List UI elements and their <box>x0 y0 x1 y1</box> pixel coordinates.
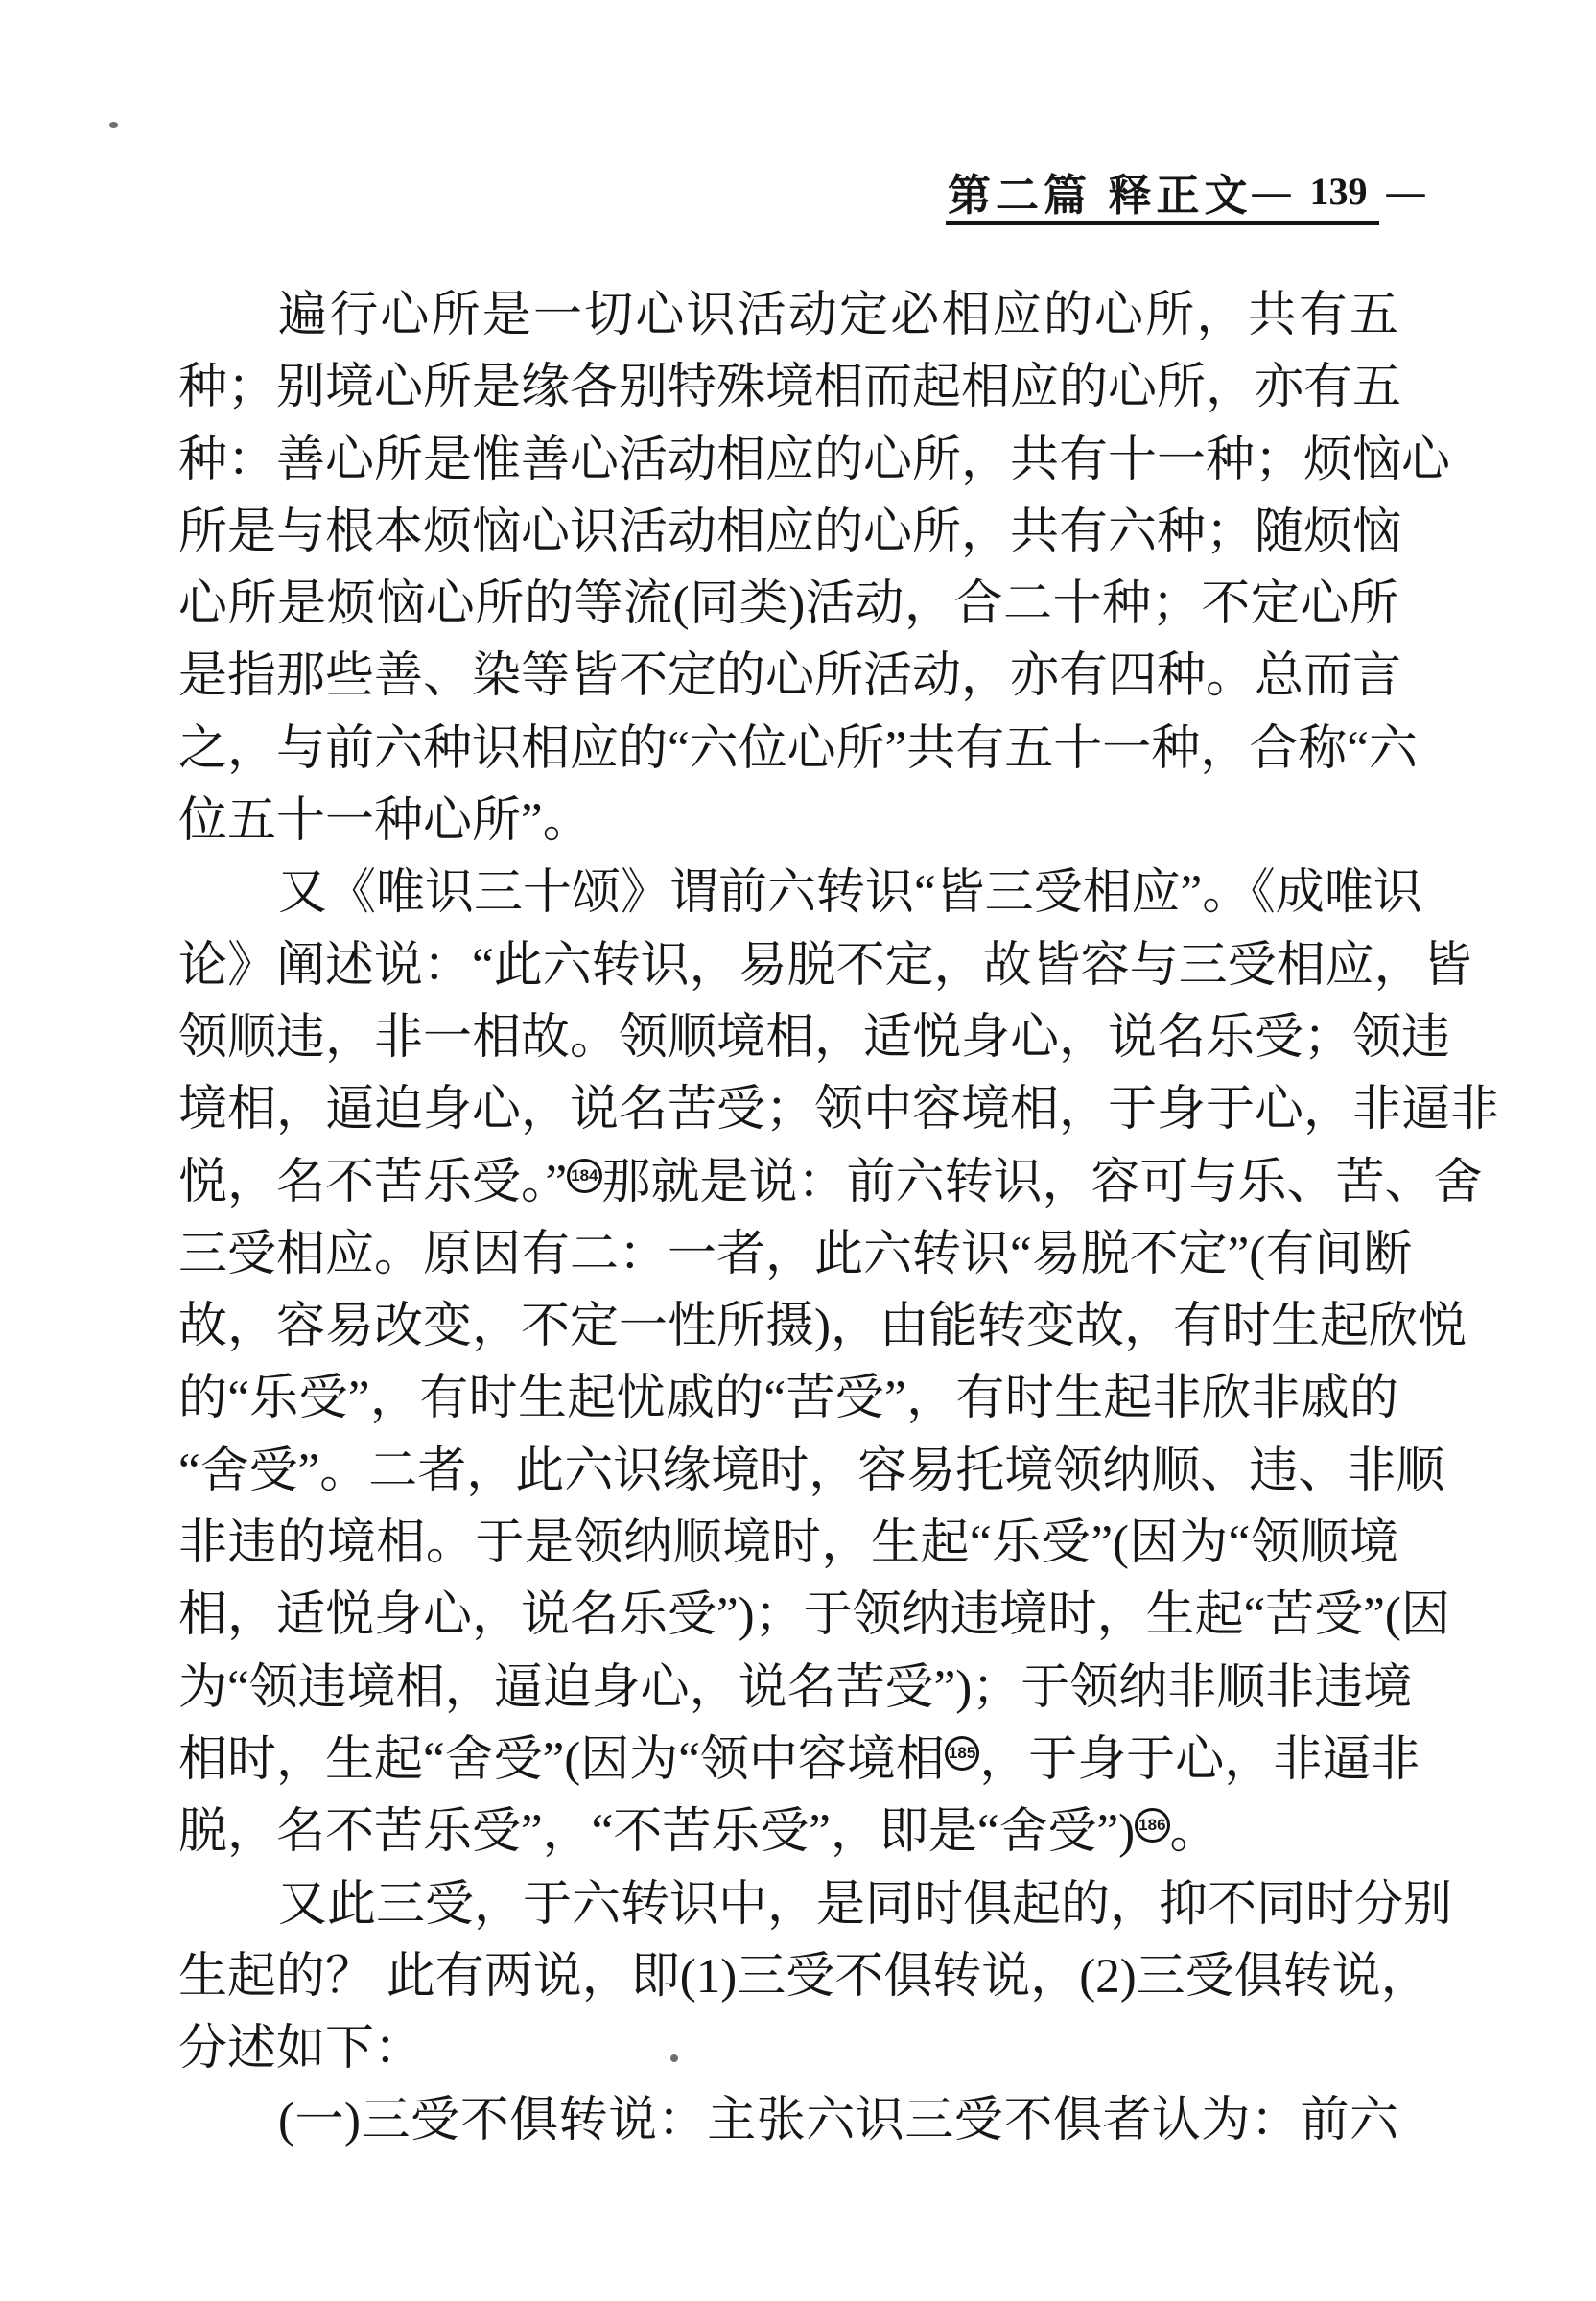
text-segment: 是指那些善、染等皆不定的心所活动，亦有四种。总而言 <box>178 649 1402 704</box>
text-segment: 生起的？ 此有两说，即(1)三受不俱转说，(2)三受俱转说， <box>178 1949 1430 2004</box>
text-line <box>178 2085 1398 2157</box>
text-segment: 位五十一种心所”。 <box>178 794 592 849</box>
body-text <box>178 280 1500 2158</box>
text-segment: 境相，逼迫身心，说名苦受；领中容境相，于身于心，非逼非 <box>178 1083 1500 1138</box>
header-rule <box>946 221 1379 225</box>
page-number-dash-left: — <box>1252 169 1291 213</box>
text-line <box>178 641 1402 713</box>
text-line <box>178 1869 1453 1941</box>
text-segment: 又此三受，于六转识中，是同时俱起的，抑不同时分别 <box>278 1877 1453 1932</box>
text-segment: 的“乐受”，有时生起忧戚的“苦受”，有时生起非欣非戚的 <box>178 1372 1398 1426</box>
text-segment: 三受相应。原因有二：一者，此六转识“易脱不定”(有间断 <box>178 1227 1413 1281</box>
text-line <box>178 1580 1450 1652</box>
text-line <box>178 1147 1483 1219</box>
page-number <box>1253 169 1425 214</box>
text-segment: 分述如下： <box>178 2022 424 2077</box>
text-segment: 故，容易改变，不定一性所摄)，由能转变故，有时生起欣悦 <box>178 1300 1467 1354</box>
text-line <box>178 1074 1500 1146</box>
text-line <box>178 497 1402 569</box>
text-line <box>178 352 1402 424</box>
text-line <box>178 714 1418 786</box>
text-segment: 论》阐述说：“此六转识，易脱不定，故皆容与三受相应，皆 <box>178 938 1472 993</box>
text-segment: (一)三受不俱转说：主张六识三受不俱者认为：前六 <box>278 2094 1398 2148</box>
footnote-marker: 185 <box>945 1736 979 1771</box>
scan-speck <box>670 2054 678 2062</box>
text-segment: 之，与前六种识相应的“六位心所”共有五十一种，合称“六 <box>178 721 1418 776</box>
text-line <box>178 1219 1413 1291</box>
text-segment: 心所是烦恼心所的等流(同类)活动，合二十种；不定心所 <box>178 577 1398 632</box>
footnote-marker: 184 <box>567 1159 601 1193</box>
page-number-value: 139 <box>1309 169 1368 213</box>
text-segment: 脱，名不苦乐受”，“不苦乐受”，即是“舍受”) <box>178 1805 1136 1860</box>
text-line <box>178 1363 1398 1435</box>
text-segment: 相时，生起“舍受”(因为“领中容境相 <box>178 1732 945 1787</box>
text-line <box>178 857 1422 929</box>
text-line <box>178 1291 1467 1363</box>
text-line <box>178 425 1451 497</box>
text-line <box>178 1508 1398 1580</box>
text-line <box>178 1941 1430 2013</box>
text-segment: 悦，名不苦乐受。” <box>178 1155 568 1209</box>
text-line <box>178 1796 1398 1868</box>
text-segment: 非违的境相。于是领纳顺境时，生起“乐受”(因为“领顺境 <box>178 1516 1398 1571</box>
text-segment: “舍受”。二者，此六识缘境时，容易托境领纳顺、违、非顺 <box>178 1444 1445 1498</box>
text-segment: 那就是说：前六转识，容可与乐、苦、舍 <box>601 1155 1483 1209</box>
text-line <box>178 1436 1445 1508</box>
text-segment: 所是与根本烦恼心识活动相应的心所，共有六种；随烦恼 <box>178 505 1402 559</box>
text-segment: 又《唯识三十颂》谓前六转识“皆三受相应”。《成唯识 <box>278 866 1422 921</box>
scan-speck <box>109 122 118 128</box>
text-segment: 遍行心所是一切心识活动定必相应的心所，共有五 <box>278 289 1398 342</box>
text-segment: 。 <box>1169 1805 1219 1860</box>
text-line <box>178 930 1472 1002</box>
text-line <box>178 1002 1451 1074</box>
page-number-dash-right: — <box>1386 169 1425 213</box>
page-header <box>948 163 1425 220</box>
text-line <box>178 786 1398 857</box>
text-segment: 种：善心所是惟善心活动相应的心所，共有十一种；烦恼心 <box>178 433 1451 487</box>
text-line <box>178 1725 1420 1796</box>
text-segment: 为“领违境相，逼迫身心，说名苦受”)；于领纳非顺非违境 <box>178 1660 1413 1715</box>
text-segment: 领顺违，非一相故。领顺境相，适悦身心，说名乐受；领违 <box>178 1010 1451 1065</box>
text-line <box>178 2013 1398 2085</box>
section-title: 第二篇 释正文 <box>948 170 1253 220</box>
text-line <box>178 280 1398 352</box>
text-segment: 相，适悦身心，说名乐受”)；于领纳违境时，生起“苦受”(因 <box>178 1588 1450 1643</box>
text-line <box>178 1653 1413 1725</box>
text-segment: ，于身于心，非逼非 <box>979 1732 1420 1787</box>
text-line <box>178 569 1398 641</box>
text-segment: 种；别境心所是缘各别特殊境相而起相应的心所，亦有五 <box>178 361 1402 415</box>
footnote-marker: 186 <box>1135 1808 1169 1843</box>
